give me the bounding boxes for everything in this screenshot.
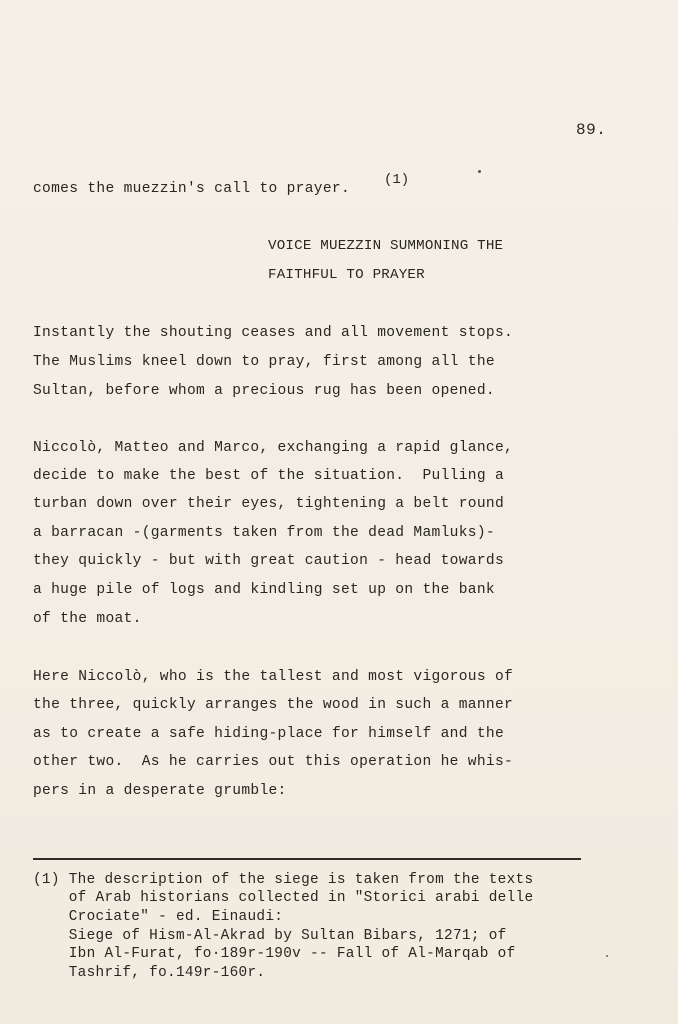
footnote-line-1: (1) The description of the siege is taken from the texts <box>33 872 534 888</box>
footnote-line-5: Ibn Al-Furat, fo·189r-190v -- Fall of Al-Marqab of <box>33 946 516 962</box>
paragraph-3-line-3: as to create a safe hiding-place for himself and the <box>33 726 504 742</box>
footnote-line-6: Tashrif, fo.149r-160r. <box>33 965 266 981</box>
heading-line-2: FAITHFUL TO PRAYER <box>268 267 425 283</box>
heading-line-1: VOICE MUEZZIN SUMMONING THE <box>268 238 504 254</box>
paragraph-2-line-5: they quickly - but with great caution - head towards <box>33 553 504 569</box>
stray-ink-mark <box>606 955 608 957</box>
footnote-line-4: Siege of Hism-Al-Akrad by Sultan Bibars, 1271; of <box>33 928 507 944</box>
paragraph-1-line-3: Sultan, before whom a precious rug has been opened. <box>33 383 495 399</box>
paragraph-2-line-6: a huge pile of logs and kindling set up on the bank <box>33 582 495 598</box>
stray-ink-mark <box>478 170 481 173</box>
paragraph-2-line-2: decide to make the best of the situation. Pulling a <box>33 468 504 484</box>
paragraph-2-line-4: a barracan -(garments taken from the dead Mamluks)- <box>33 525 495 541</box>
paragraph-3-line-1: Here Niccolò, who is the tallest and most vigorous of <box>33 669 514 685</box>
paragraph-2-line-3: turban down over their eyes, tightening a belt round <box>33 496 504 512</box>
paragraph-3-line-5: pers in a desperate grumble: <box>33 783 287 799</box>
paragraph-1-line-2: The Muslims kneel down to pray, first among all the <box>33 354 495 370</box>
footnote-line-3: Crociate" - ed. Einaudi: <box>33 909 284 925</box>
opening-line: comes the muezzin's call to prayer. <box>33 181 351 197</box>
footnote-separator <box>33 858 581 860</box>
footnote-line-2: of Arab historians collected in "Storici arabi delle <box>33 890 534 906</box>
page-number: 89. <box>576 121 607 139</box>
footnote-reference: (1) <box>384 172 410 188</box>
paragraph-2-line-1: Niccolò, Matteo and Marco, exchanging a rapid glance, <box>33 440 514 456</box>
paragraph-3-line-2: the three, quickly arranges the wood in such a manner <box>33 697 514 713</box>
paragraph-3-line-4: other two. As he carries out this operation he whis- <box>33 754 514 770</box>
paragraph-1-line-1: Instantly the shouting ceases and all movement stops. <box>33 325 514 341</box>
paragraph-2-line-7: of the moat. <box>33 611 142 627</box>
